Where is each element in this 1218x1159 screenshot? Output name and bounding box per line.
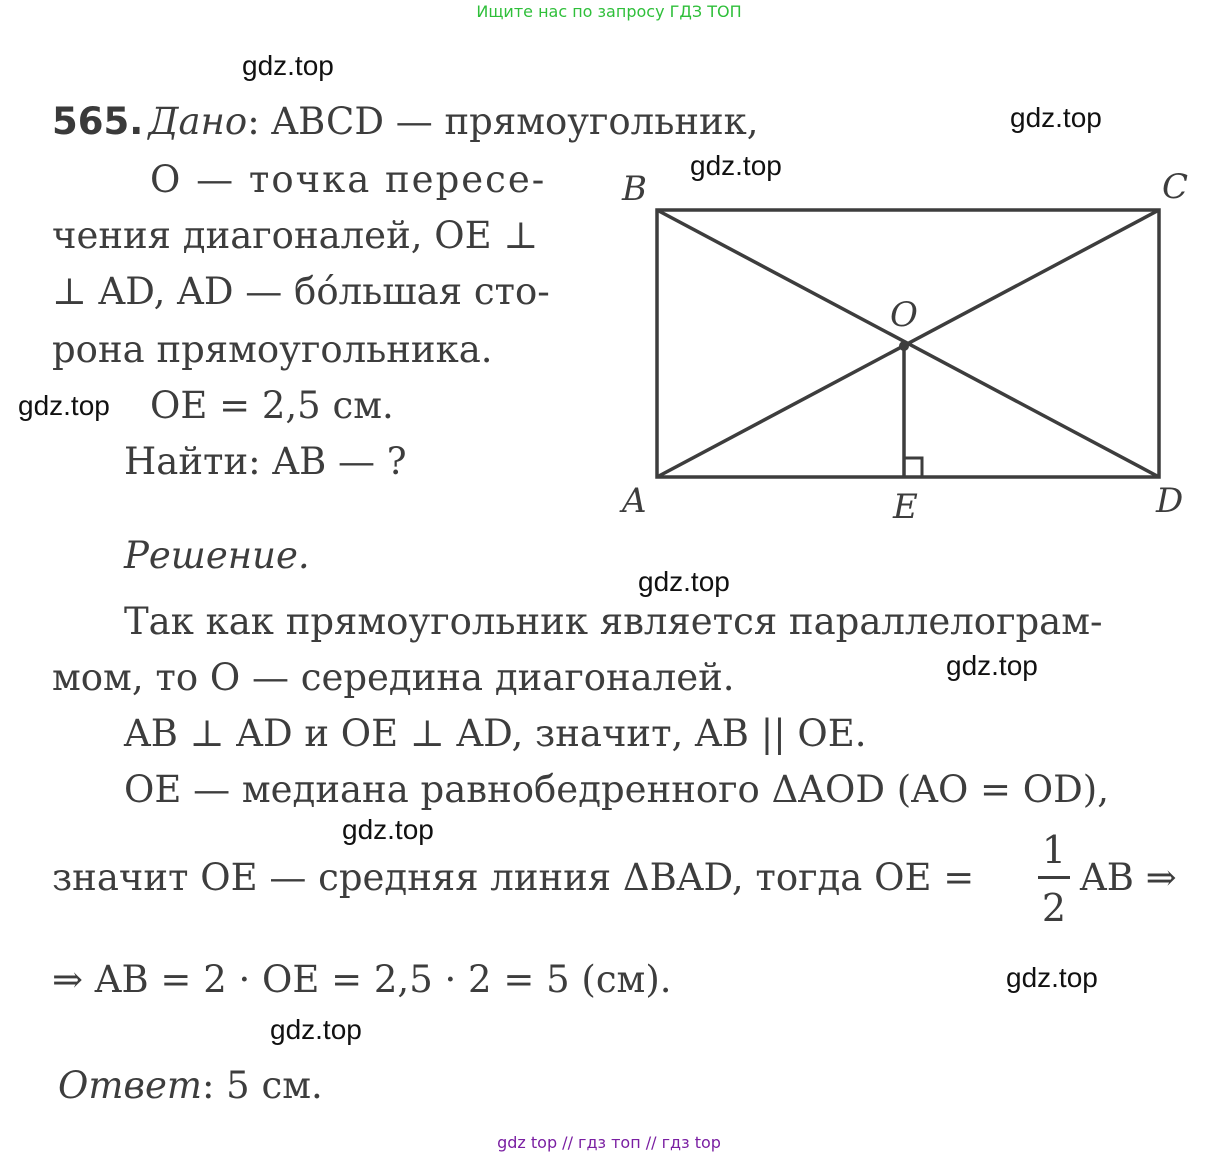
- solution-line-5-tail: AB ⇒: [1080, 856, 1177, 899]
- rectangle-figure: [600, 160, 1200, 530]
- solution-line-1: Так как прямоугольник является параллелограм-: [124, 600, 1103, 643]
- watermark: gdz.top: [1010, 102, 1102, 133]
- given-label: Дано: [148, 100, 248, 143]
- watermark: gdz.top: [242, 50, 334, 81]
- answer-value: : 5 см.: [201, 1064, 323, 1107]
- label-o: O: [890, 295, 918, 335]
- solution-line-5: значит OE — средняя линия ΔBAD, тогда OE =: [52, 856, 975, 899]
- find-line: Найти: AB — ?: [124, 440, 407, 483]
- given-line-2: O — точка пересе-: [150, 158, 547, 201]
- label-d: D: [1156, 481, 1184, 521]
- watermark: gdz.top: [638, 566, 730, 597]
- fraction-denominator: 2: [1041, 886, 1067, 930]
- given-line-1: : ABCD — прямоугольник,: [247, 100, 759, 143]
- answer-line: [58, 1064, 323, 1107]
- solution-line-3: AB ⊥ AD и OE ⊥ AD, значит, AB || OE.: [124, 712, 867, 755]
- solution-line-2: мом, то O — середина диагоналей.: [52, 656, 735, 699]
- point-o: [899, 341, 909, 351]
- watermark: gdz.top: [946, 650, 1038, 681]
- problem-number: 565.: [52, 100, 144, 143]
- given-value: OE = 2,5 см.: [150, 384, 394, 427]
- label-c: C: [1162, 167, 1189, 207]
- fraction-bar: [1038, 876, 1070, 879]
- given-line-3: чения диагоналей, OE ⊥: [52, 214, 539, 257]
- watermark: gdz.top: [18, 390, 110, 421]
- label-b: B: [622, 169, 647, 209]
- problem-header: [52, 100, 759, 143]
- answer-label: Ответ: [58, 1064, 202, 1107]
- watermark: gdz.top: [342, 814, 434, 845]
- given-line-5: рона прямоугольника.: [52, 328, 493, 371]
- watermark: gdz.top: [690, 150, 782, 181]
- watermark: gdz.top: [1006, 962, 1098, 993]
- solution-heading: Решение.: [124, 534, 310, 577]
- search-banner: Ищите нас по запросу ГДЗ ТОП: [476, 2, 742, 21]
- footer-links: gdz top // гдз топ // гдз top: [497, 1133, 721, 1152]
- label-e: E: [893, 487, 918, 527]
- label-a: A: [622, 481, 647, 521]
- solution-line-4: OE — медиана равнобедренного ΔAOD (AO = OD),: [124, 768, 1109, 811]
- solution-line-6: ⇒ AB = 2 · OE = 2,5 · 2 = 5 (см).: [52, 958, 672, 1001]
- right-angle-mark: [904, 458, 922, 477]
- fraction-numerator: 1: [1041, 828, 1067, 872]
- given-line-4: ⊥ AD, AD — бо́льшая сто-: [52, 270, 550, 313]
- watermark: gdz.top: [270, 1014, 362, 1045]
